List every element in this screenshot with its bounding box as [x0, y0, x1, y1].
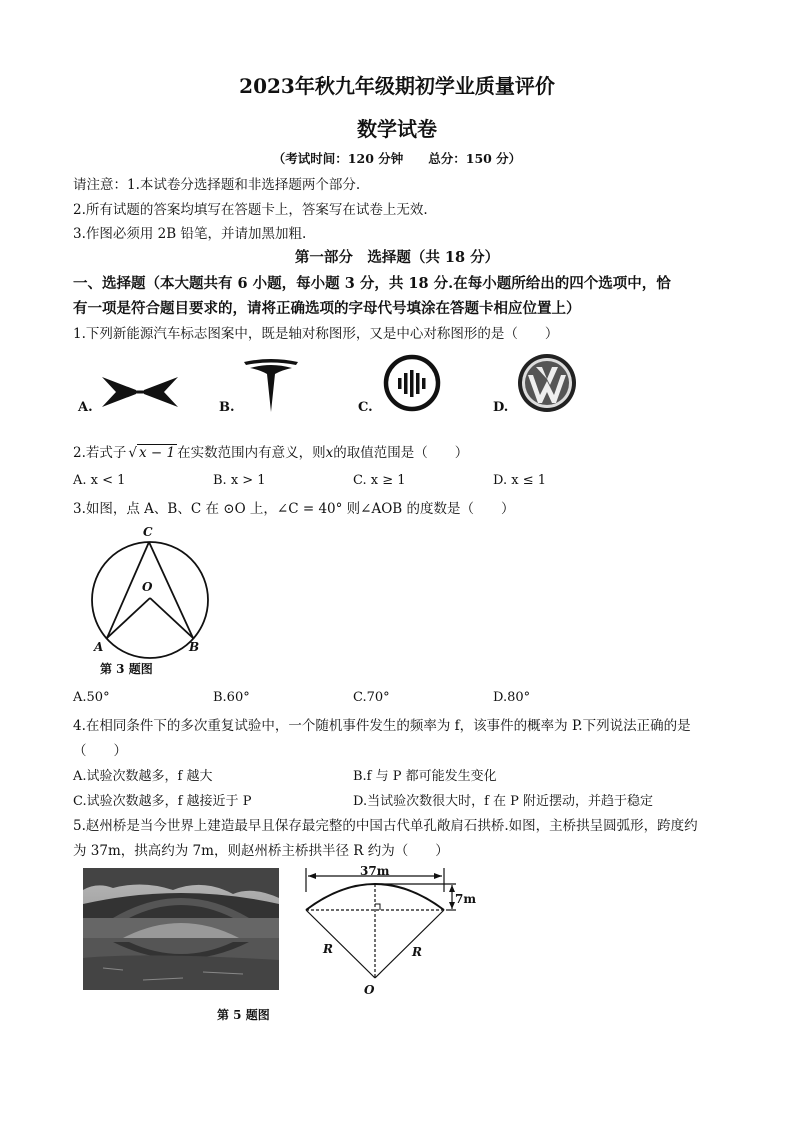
q1-option-b-label: B.	[219, 400, 235, 415]
q5-arch-diagram	[296, 862, 486, 992]
q2-option-c: C. x ≥ 1	[353, 473, 406, 488]
q5-radius-label-right: R	[412, 945, 422, 959]
q2-option-d: D. x ≤ 1	[493, 473, 546, 488]
bars-circle-logo-icon	[383, 354, 441, 412]
exam-subject: 数学试卷	[357, 117, 437, 141]
q1-option-a-label: A.	[78, 400, 93, 415]
q3-caption: 第 3 题图	[100, 662, 153, 676]
exam-title: 2023年秋九年级期初学业质量评价	[239, 74, 555, 98]
vw-logo-icon	[517, 353, 577, 413]
q2-radicand: x − 1	[139, 445, 176, 461]
part1-instruction-1: 一、选择题（本大题共有 6 小题，每小题 3 分，共 18 分.在每小题所给出的四个选项中，恰	[73, 275, 671, 292]
q1-option-d-label: D.	[493, 400, 509, 415]
q2-option-b: B. x > 1	[213, 473, 266, 488]
q1-stem: 1.下列新能源汽车标志图案中，既是轴对称图形，又是中心对称图形的是（ ）	[73, 326, 559, 342]
q5-radius-label-left: R	[323, 942, 333, 956]
bridge-photo	[83, 868, 279, 990]
q2-stem	[73, 441, 468, 461]
q3-label-c: C	[143, 525, 153, 539]
q2-option-a: A. x < 1	[73, 473, 126, 488]
part1-instruction-2: 有一项是符合题目要求的，请将正确选项的字母代号填涂在答题卡相应位置上）	[73, 300, 581, 317]
q5-stem-line-1: 5.赵州桥是当今世界上建造最早且保存最完整的中国古代单孔敞肩石拱桥.如图，主桥拱呈圆弧形，跨度约	[73, 818, 698, 834]
q3-option-c: C.70°	[353, 690, 390, 705]
q3-label-b: B	[189, 640, 200, 654]
sqrt-icon: √	[128, 445, 137, 461]
q4-stem-line-1: 4.在相同条件下的多次重复试验中，一个随机事件发生的频率为 f，该事件的概率为 P.下列说法正确的是	[73, 718, 691, 734]
bowtie-logo-icon	[100, 374, 180, 410]
q4-stem-line-2: （ ）	[73, 743, 127, 759]
exam-info: （考试时间：120 分钟 总分：150 分）	[272, 151, 522, 166]
q4-option-a: A.试验次数越多，f 越大	[73, 769, 213, 784]
notice-line-3: 3.作图必须用 2B 铅笔，并请加黑加粗.	[73, 226, 307, 242]
q2-stem-end: 的取值范围是（ ）	[333, 445, 469, 461]
part1-heading: 第一部分 选择题（共 18 分）	[294, 249, 500, 266]
q2-stem-suffix: 在实数范围内有意义，则	[177, 445, 326, 461]
tesla-logo-icon	[242, 358, 300, 414]
q3-option-b: B.60°	[213, 690, 250, 705]
q5-height-label: 7m	[455, 892, 477, 906]
q3-label-o: O	[142, 580, 153, 594]
q5-center-label: O	[364, 983, 375, 997]
q5-caption: 第 5 题图	[217, 1008, 270, 1022]
q4-option-c: C.试验次数越多，f 越接近于 P	[73, 794, 252, 809]
q3-stem: 3.如图，点 A、B、C 在 ⊙O 上，∠C = 40° 则∠AOB 的度数是（ ）	[73, 501, 515, 517]
q2-var: x	[325, 445, 334, 461]
q1-option-c-label: C.	[358, 400, 373, 415]
q3-option-a: A.50°	[73, 690, 110, 705]
notice-line-1: 请注意：1.本试卷分选择题和非选择题两个部分.	[73, 177, 361, 193]
q3-label-a: A	[94, 640, 104, 654]
notice-line-2: 2.所有试题的答案均填写在答题卡上，答案写在试卷上无效.	[73, 202, 428, 218]
q4-option-d: D.当试验次数很大时，f 在 P 附近摆动，并趋于稳定	[353, 794, 654, 809]
q2-stem-prefix: 2.若式子	[73, 445, 127, 461]
q3-option-d: D.80°	[493, 690, 531, 705]
q5-stem-line-2: 为 37m，拱高约为 7m，则赵州桥主桥拱半径 R 约为（ ）	[73, 843, 449, 859]
q5-span-label: 37m	[360, 864, 390, 878]
q4-option-b: B.f 与 P 都可能发生变化	[353, 769, 497, 784]
